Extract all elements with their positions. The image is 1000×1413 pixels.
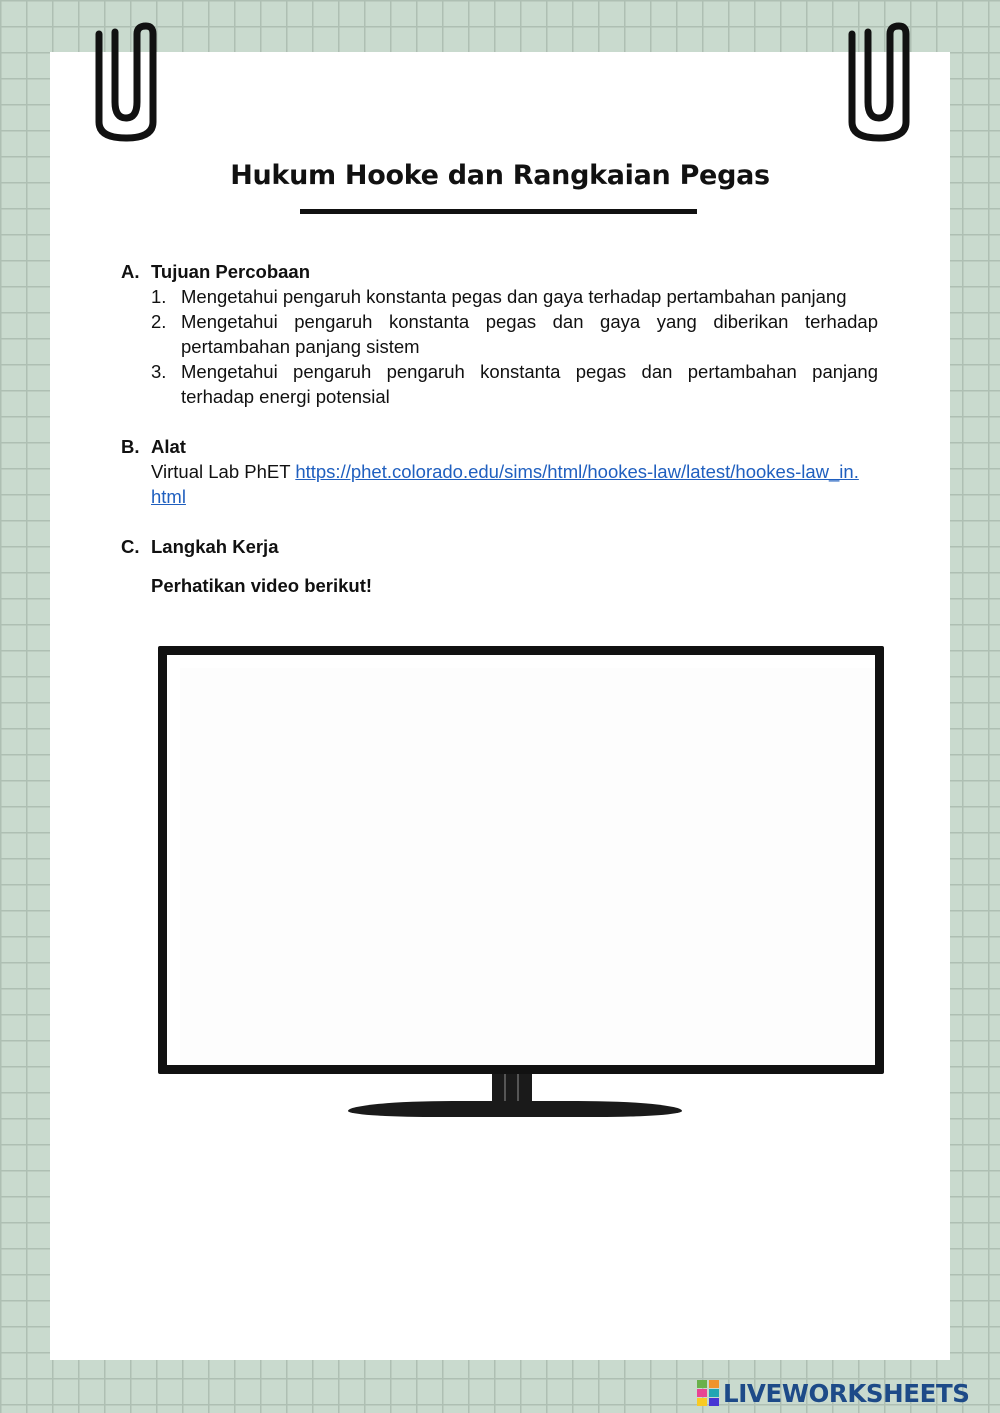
tool-description: [151, 459, 863, 509]
section-letter: A.: [121, 261, 140, 282]
section-letter: C.: [121, 536, 140, 557]
item-text: Mengetahui pengaruh konstanta pegas dan gaya yang diberikan terhadap pertambahan panjang sistem: [181, 311, 878, 357]
worksheet-content: [121, 259, 878, 598]
title-underline: [300, 209, 697, 214]
liveworksheets-logo-icon: [697, 1380, 719, 1406]
section-letter: B.: [121, 436, 140, 457]
section-c-heading: [121, 534, 878, 559]
item-number: 2.: [151, 311, 167, 332]
phet-link[interactable]: https://phet.colorado.edu/sims/html/hookes-law/latest/hookes-law_in.html: [151, 461, 859, 507]
section-a-heading: [121, 259, 878, 284]
paperclip-icon: [95, 20, 157, 142]
section-title: Alat: [151, 436, 186, 457]
list-item: [151, 309, 878, 359]
watermark-text: LIVEWORKSHEETS: [723, 1378, 970, 1408]
item-text: Mengetahui pengaruh pengaruh konstanta pegas dan pertambahan panjang terhadap energi potensial: [181, 361, 878, 407]
list-item: [151, 359, 878, 409]
objectives-list: [151, 284, 878, 409]
liveworksheets-watermark: [697, 1378, 970, 1408]
tv-stand-base: [348, 1101, 682, 1117]
video-prompt: Perhatikan video berikut!: [151, 575, 373, 596]
page-title: Hukum Hooke dan Rangkaian Pegas: [230, 160, 770, 191]
tv-monitor-icon: [158, 646, 884, 1074]
item-number: 1.: [151, 286, 167, 307]
tool-label: Virtual Lab PhET: [151, 461, 291, 482]
item-number: 3.: [151, 361, 167, 382]
section-title: Tujuan Percobaan: [151, 261, 310, 282]
list-item: [151, 284, 878, 309]
video-screen[interactable]: [180, 668, 875, 1065]
section-b-heading: [121, 434, 878, 459]
section-title: Langkah Kerja: [151, 536, 279, 557]
item-text: Mengetahui pengaruh konstanta pegas dan gaya terhadap pertambahan panjang: [181, 286, 847, 307]
video-player[interactable]: [150, 638, 888, 1128]
objectives-list-wrapper: [151, 284, 878, 409]
paperclip-icon: [848, 20, 910, 142]
